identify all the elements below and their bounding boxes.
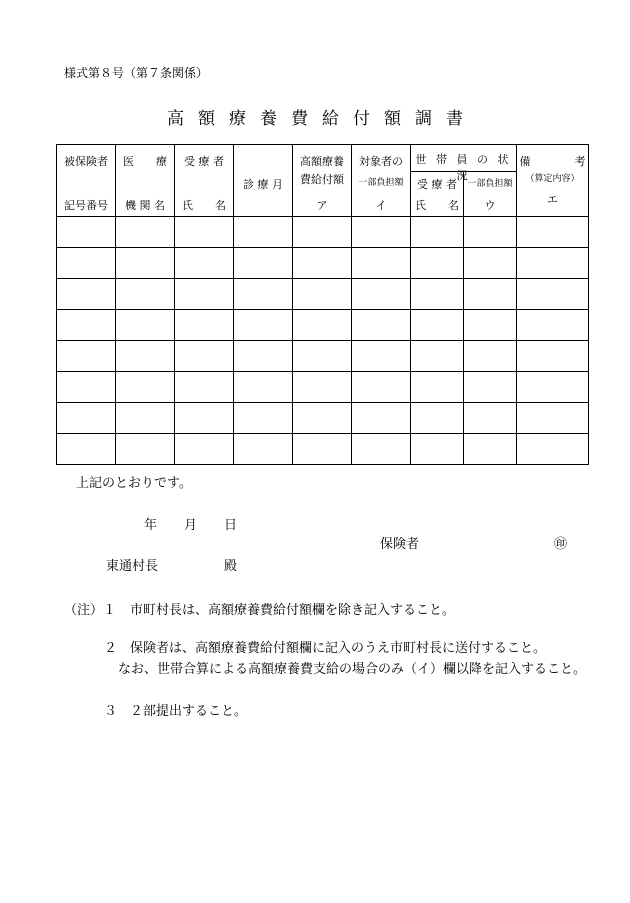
cell[interactable] (464, 403, 517, 434)
cell[interactable] (234, 341, 293, 372)
cell[interactable] (234, 310, 293, 341)
cell[interactable] (517, 217, 589, 248)
cell[interactable] (517, 434, 589, 465)
cell[interactable] (57, 248, 116, 279)
header-remarks: 備 考 （算定内容） エ (517, 145, 589, 217)
cell[interactable] (352, 310, 411, 341)
header-medical-institution: 医 療 機 関 名 (116, 145, 175, 217)
cell[interactable] (517, 248, 589, 279)
cell[interactable] (293, 434, 352, 465)
addressee: 東通村長 (106, 559, 159, 574)
header-insured-number: 被保険者 記号番号 (57, 145, 116, 217)
cell[interactable] (57, 403, 116, 434)
cell[interactable] (175, 434, 234, 465)
cell[interactable] (464, 248, 517, 279)
cell[interactable] (464, 310, 517, 341)
cell[interactable] (464, 372, 517, 403)
cell[interactable] (411, 434, 464, 465)
cell[interactable] (175, 217, 234, 248)
confirmation-text: 上記のとおりです。 (76, 476, 192, 491)
cell[interactable] (293, 248, 352, 279)
document-title: 高額療養費給付額調書 (167, 109, 477, 129)
cell[interactable] (57, 434, 116, 465)
cell[interactable] (293, 403, 352, 434)
header-copayment: 対象者の 一部負担額 イ (352, 145, 411, 217)
cell[interactable] (352, 341, 411, 372)
cell[interactable] (234, 279, 293, 310)
header-patient-name: 受 療 者 氏 名 (175, 145, 234, 217)
note-1: 市町村長は、高額療養費給付額欄を除き記入すること。 (130, 603, 456, 618)
cell[interactable] (116, 434, 175, 465)
cell[interactable] (411, 372, 464, 403)
table-row (57, 372, 589, 403)
cell[interactable] (293, 279, 352, 310)
cell[interactable] (57, 310, 116, 341)
cell[interactable] (175, 279, 234, 310)
seal-mark: ㊞ (554, 537, 568, 552)
note-2-continued: なお、世帯合算による高額療養費支給の場合のみ（イ）欄以降を記入すること。 (118, 662, 587, 677)
cell[interactable] (116, 279, 175, 310)
note-label: （注）１ (64, 603, 117, 618)
cell[interactable] (116, 403, 175, 434)
cell[interactable] (411, 310, 464, 341)
cell[interactable] (57, 372, 116, 403)
cell[interactable] (175, 403, 234, 434)
cell[interactable] (411, 248, 464, 279)
cell[interactable] (234, 403, 293, 434)
note-3: ３ ２部提出すること。 (104, 704, 248, 719)
cell[interactable] (352, 403, 411, 434)
cell[interactable] (517, 279, 589, 310)
cell[interactable] (411, 403, 464, 434)
header-treatment-month: 診 療 月 (234, 145, 293, 217)
cell[interactable] (517, 372, 589, 403)
header-household-patient-name: 受 療 者 氏 名 (411, 172, 464, 217)
cell[interactable] (464, 217, 517, 248)
header-household-copayment: 一部負担額 ウ (464, 172, 517, 217)
form-number: 様式第８号（第７条関係） (64, 66, 209, 80)
cell[interactable] (175, 310, 234, 341)
table-row (57, 403, 589, 434)
cell[interactable] (57, 341, 116, 372)
cell[interactable] (57, 279, 116, 310)
cell[interactable] (352, 279, 411, 310)
cell[interactable] (517, 341, 589, 372)
header-benefit-amount: 高額療養 費給付額 ア (293, 145, 352, 217)
cell[interactable] (116, 341, 175, 372)
insurer-label: 保険者 (380, 537, 420, 552)
header-household-status: 世 帯 員 の 状 況 (411, 145, 517, 172)
cell[interactable] (411, 217, 464, 248)
cell[interactable] (234, 217, 293, 248)
date-year-label: 年 (144, 518, 158, 533)
table-row (57, 248, 589, 279)
benefit-table (56, 144, 589, 465)
cell[interactable] (293, 341, 352, 372)
cell[interactable] (293, 372, 352, 403)
cell[interactable] (116, 217, 175, 248)
cell[interactable] (57, 217, 116, 248)
cell[interactable] (175, 248, 234, 279)
cell[interactable] (352, 248, 411, 279)
note-2: ２ 保険者は、高額療養費給付額欄に記入のうえ市町村長に送付すること。 (104, 641, 547, 656)
cell[interactable] (116, 248, 175, 279)
cell[interactable] (352, 217, 411, 248)
cell[interactable] (175, 372, 234, 403)
cell[interactable] (411, 279, 464, 310)
cell[interactable] (517, 310, 589, 341)
cell[interactable] (411, 341, 464, 372)
table-row (57, 341, 589, 372)
date-day-label: 日 (224, 518, 238, 533)
cell[interactable] (293, 310, 352, 341)
cell[interactable] (234, 248, 293, 279)
cell[interactable] (464, 279, 517, 310)
cell[interactable] (352, 434, 411, 465)
cell[interactable] (517, 403, 589, 434)
cell[interactable] (352, 372, 411, 403)
table-row (57, 279, 589, 310)
table-row (57, 434, 589, 465)
cell[interactable] (234, 434, 293, 465)
cell[interactable] (116, 310, 175, 341)
cell[interactable] (234, 372, 293, 403)
cell[interactable] (464, 434, 517, 465)
honorific: 殿 (224, 559, 238, 574)
table-row (57, 310, 589, 341)
cell[interactable] (464, 341, 517, 372)
cell[interactable] (293, 217, 352, 248)
cell[interactable] (175, 341, 234, 372)
date-month-label: 月 (184, 518, 198, 533)
table-header-row (57, 145, 589, 172)
table-row (57, 217, 589, 248)
cell[interactable] (116, 372, 175, 403)
